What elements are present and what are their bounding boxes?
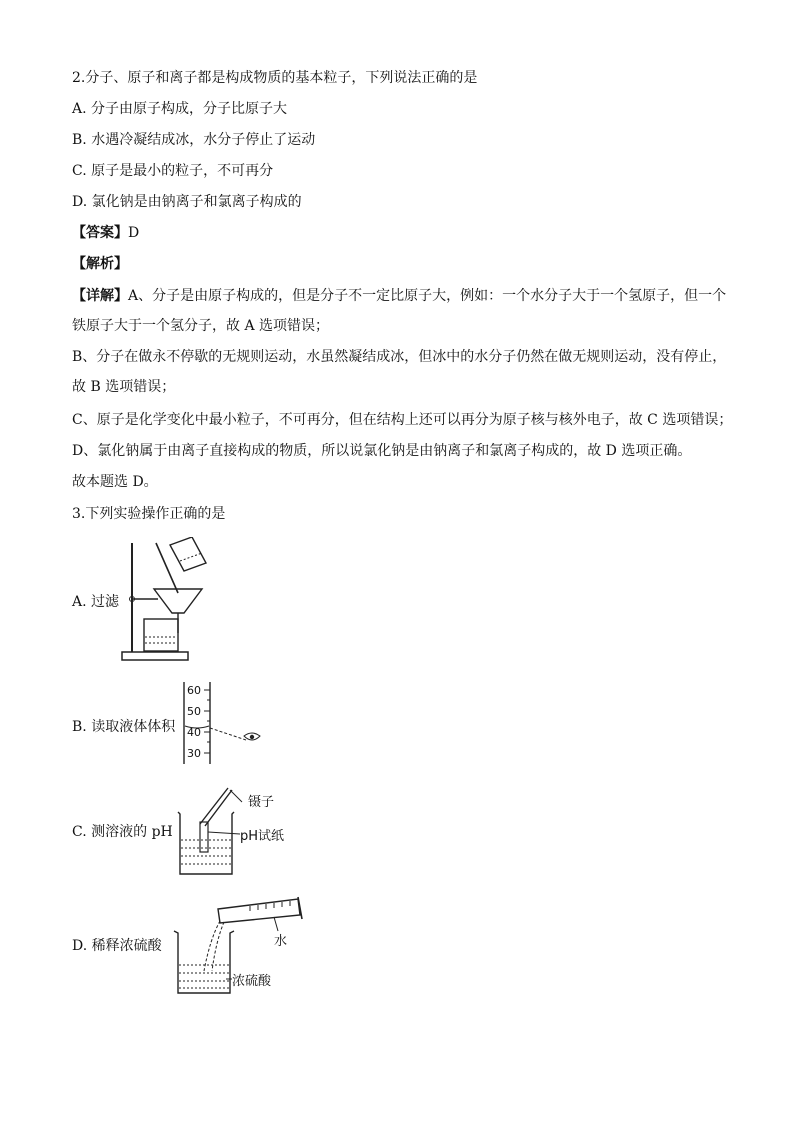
- detail-a-line2: 铁原子大于一个氢分子，故 A 选项错误；: [72, 318, 330, 334]
- q3-option-c-label: C. 测溶液的 pH: [72, 824, 173, 840]
- conclusion: 故本题选 D。: [72, 474, 158, 490]
- tick-label-50: 50: [187, 705, 201, 718]
- q2-stem: 2.分子、原子和离子都是构成物质的基本粒子，下列说法正确的是: [72, 70, 478, 86]
- detail-c: C、原子是化学变化中最小粒子，不可再分，但在结构上还可以再分为原子核与核外电子，故 C 选项错误；: [72, 412, 733, 428]
- detail-d: D、氯化钠属于由离子直接构成的物质，所以说氯化钠是由钠离子和氯离子构成的，故 D 选项正确。: [72, 443, 692, 459]
- q2-answer: [72, 223, 139, 243]
- tick-label-40: 40: [187, 726, 201, 739]
- q3-option-b-label: B. 读取液体体积: [72, 719, 176, 735]
- detail-tag: 【详解】: [72, 288, 128, 304]
- tick-label-30: 30: [187, 747, 201, 760]
- q3-option-d-label: D. 稀释浓硫酸: [72, 938, 162, 954]
- graduated-cylinder-figure: [180, 680, 270, 766]
- water-label: 水: [274, 934, 288, 949]
- tweezers-label: 镊子: [248, 795, 275, 810]
- q3-option-a-label: A. 过滤: [72, 594, 120, 610]
- detail-a-line1: [72, 286, 726, 306]
- q3-stem: 3.下列实验操作正确的是: [72, 506, 226, 522]
- answer-tag: 【答案】: [72, 225, 128, 241]
- dilution-figure: [170, 895, 310, 999]
- filtration-apparatus-figure: [118, 537, 218, 665]
- answer-value: D: [128, 225, 140, 241]
- tick-label-60: 60: [187, 684, 201, 697]
- detail-b-line2: 故 B 选项错误；: [72, 379, 176, 395]
- detail-a-text: A、分子是由原子构成的，但是分子不一定比原子大，例如：一个水分子大于一个氢原子，但一个: [128, 288, 727, 304]
- q2-option-b: B. 水遇冷凝结成冰，水分子停止了运动: [72, 132, 316, 148]
- q2-option-a: A. 分子由原子构成，分子比原子大: [72, 101, 288, 117]
- detail-b-line1: B、分子在做永不停歇的无规则运动，水虽然凝结成冰，但冰中的水分子仍然在做无规则运动，没有停止，: [72, 349, 727, 365]
- analysis-tag: 【解析】: [72, 256, 128, 272]
- ph-test-figure: [172, 784, 292, 880]
- acid-label: 浓硫酸: [232, 974, 272, 989]
- q2-option-c: C. 原子是最小的粒子，不可再分: [72, 163, 274, 179]
- q2-option-d: D. 氯化钠是由钠离子和氯离子构成的: [72, 194, 302, 210]
- ph-paper-label: pH试纸: [240, 829, 285, 844]
